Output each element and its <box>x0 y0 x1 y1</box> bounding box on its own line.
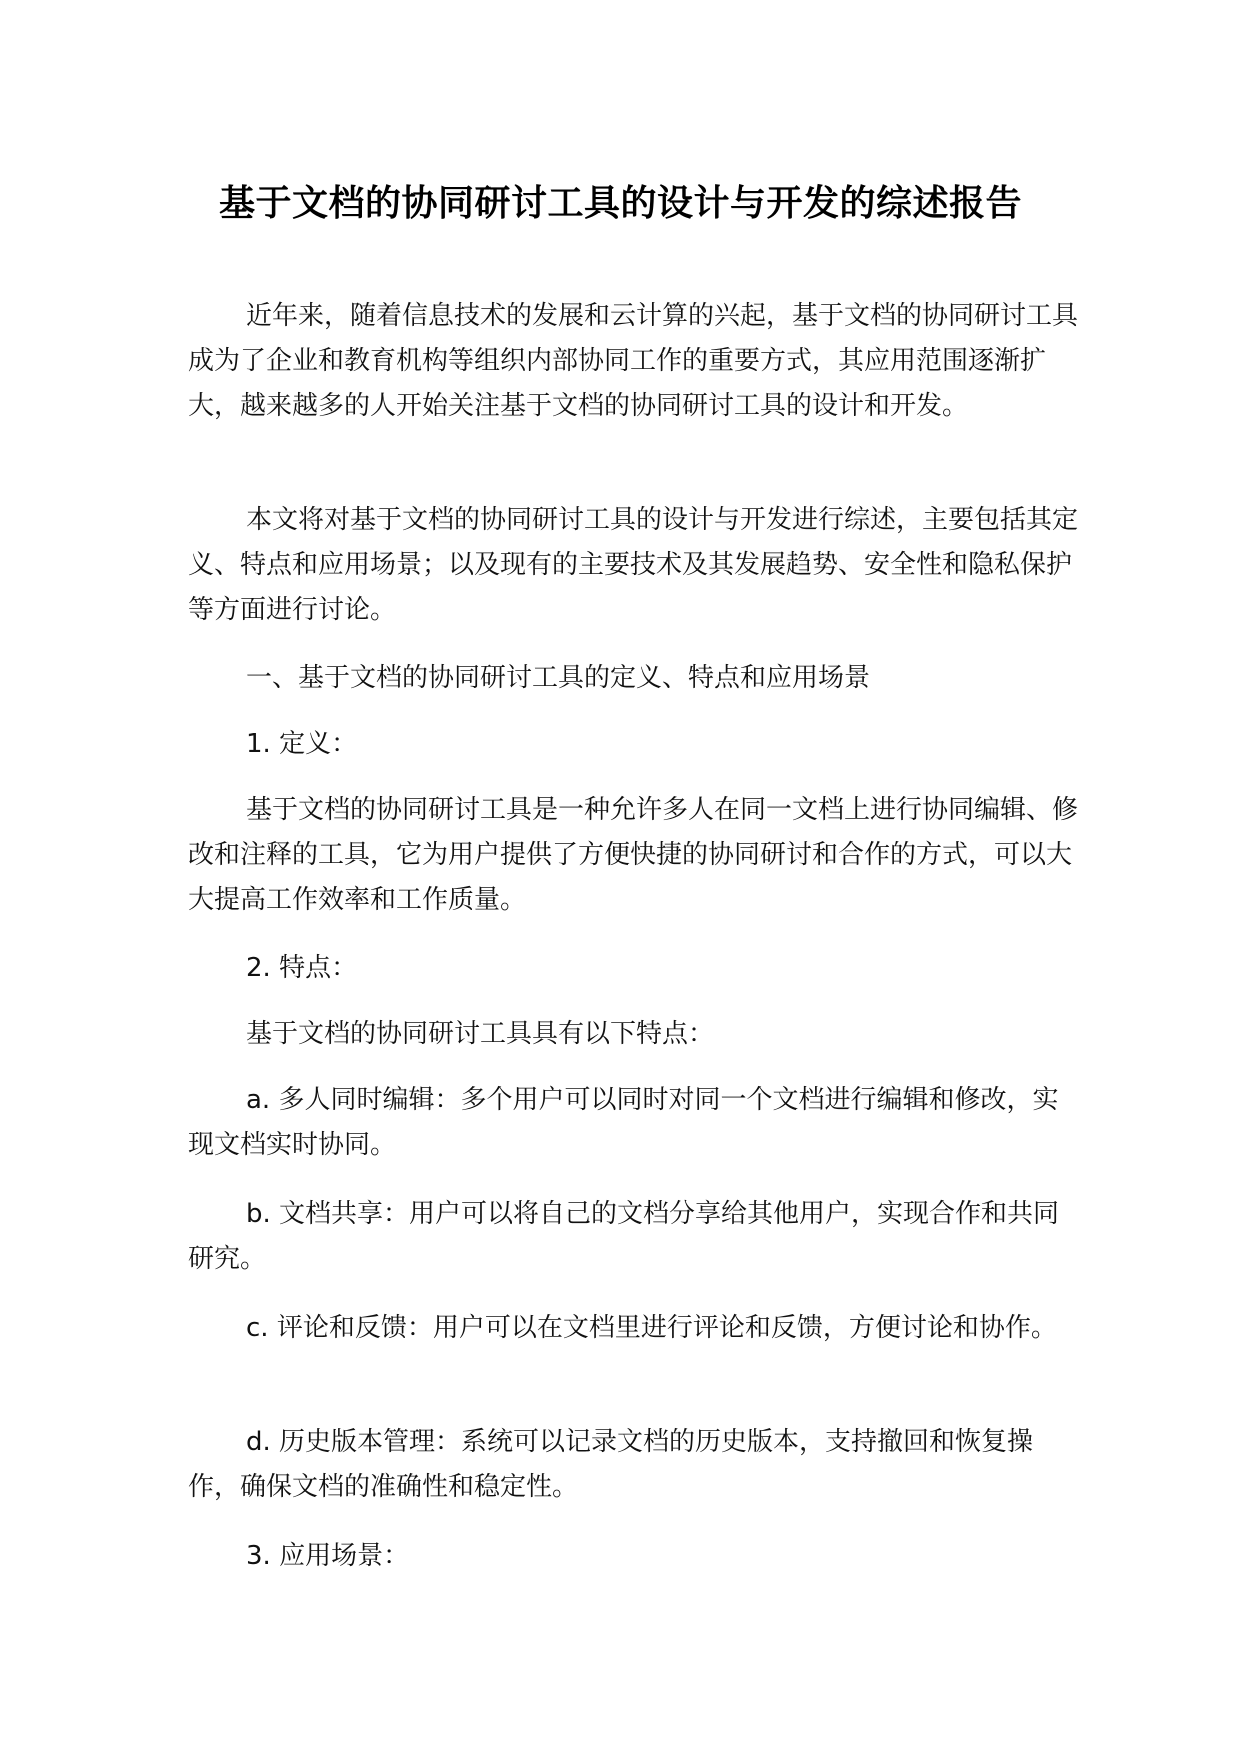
subheading-scenarios: 3. 应用场景： <box>246 1541 410 1571</box>
subheading-features: 2. 特点： <box>246 953 358 983</box>
feature-item-a: a. 多人同时编辑：多个用户可以同时对同一个文档进行编辑和修改，实现文档实时协同。 <box>188 1085 1059 1160</box>
feature-item-d: d. 历史版本管理：系统可以记录文档的历史版本，支持撤回和恢复操作，确保文档的准确性和稳定性。 <box>188 1427 1034 1502</box>
paragraph-overview: 本文将对基于文档的协同研讨工具的设计与开发进行综述，主要包括其定义、特点和应用场景；以及现有的主要技术及其发展趋势、安全性和隐私保护等方面进行讨论。 <box>188 505 1079 625</box>
paragraph-features-intro: 基于文档的协同研讨工具具有以下特点： <box>246 1019 715 1049</box>
paragraph-intro: 近年来，随着信息技术的发展和云计算的兴起，基于文档的协同研讨工具成为了企业和教育机构等组织内部协同工作的重要方式，其应用范围逐渐扩大，越来越多的人开始关注基于文档的协同研讨工具的设计和开发。 <box>188 301 1079 421</box>
subheading-definition: 1. 定义： <box>246 729 358 759</box>
paragraph-definition: 基于文档的协同研讨工具是一种允许多人在同一文档上进行协同编辑、修改和注释的工具，它为用户提供了方便快捷的协同研讨和合作的方式，可以大大提高工作效率和工作质量。 <box>188 795 1079 915</box>
document-title: 基于文档的协同研讨工具的设计与开发的综述报告 <box>218 183 1022 224</box>
feature-item-c: c. 评论和反馈：用户可以在文档里进行评论和反馈，方便讨论和协作。 <box>246 1313 1057 1343</box>
section-heading-1: 一、基于文档的协同研讨工具的定义、特点和应用场景 <box>246 663 871 693</box>
feature-item-b: b. 文档共享：用户可以将自己的文档分享给其他用户，实现合作和共同研究。 <box>188 1199 1060 1274</box>
